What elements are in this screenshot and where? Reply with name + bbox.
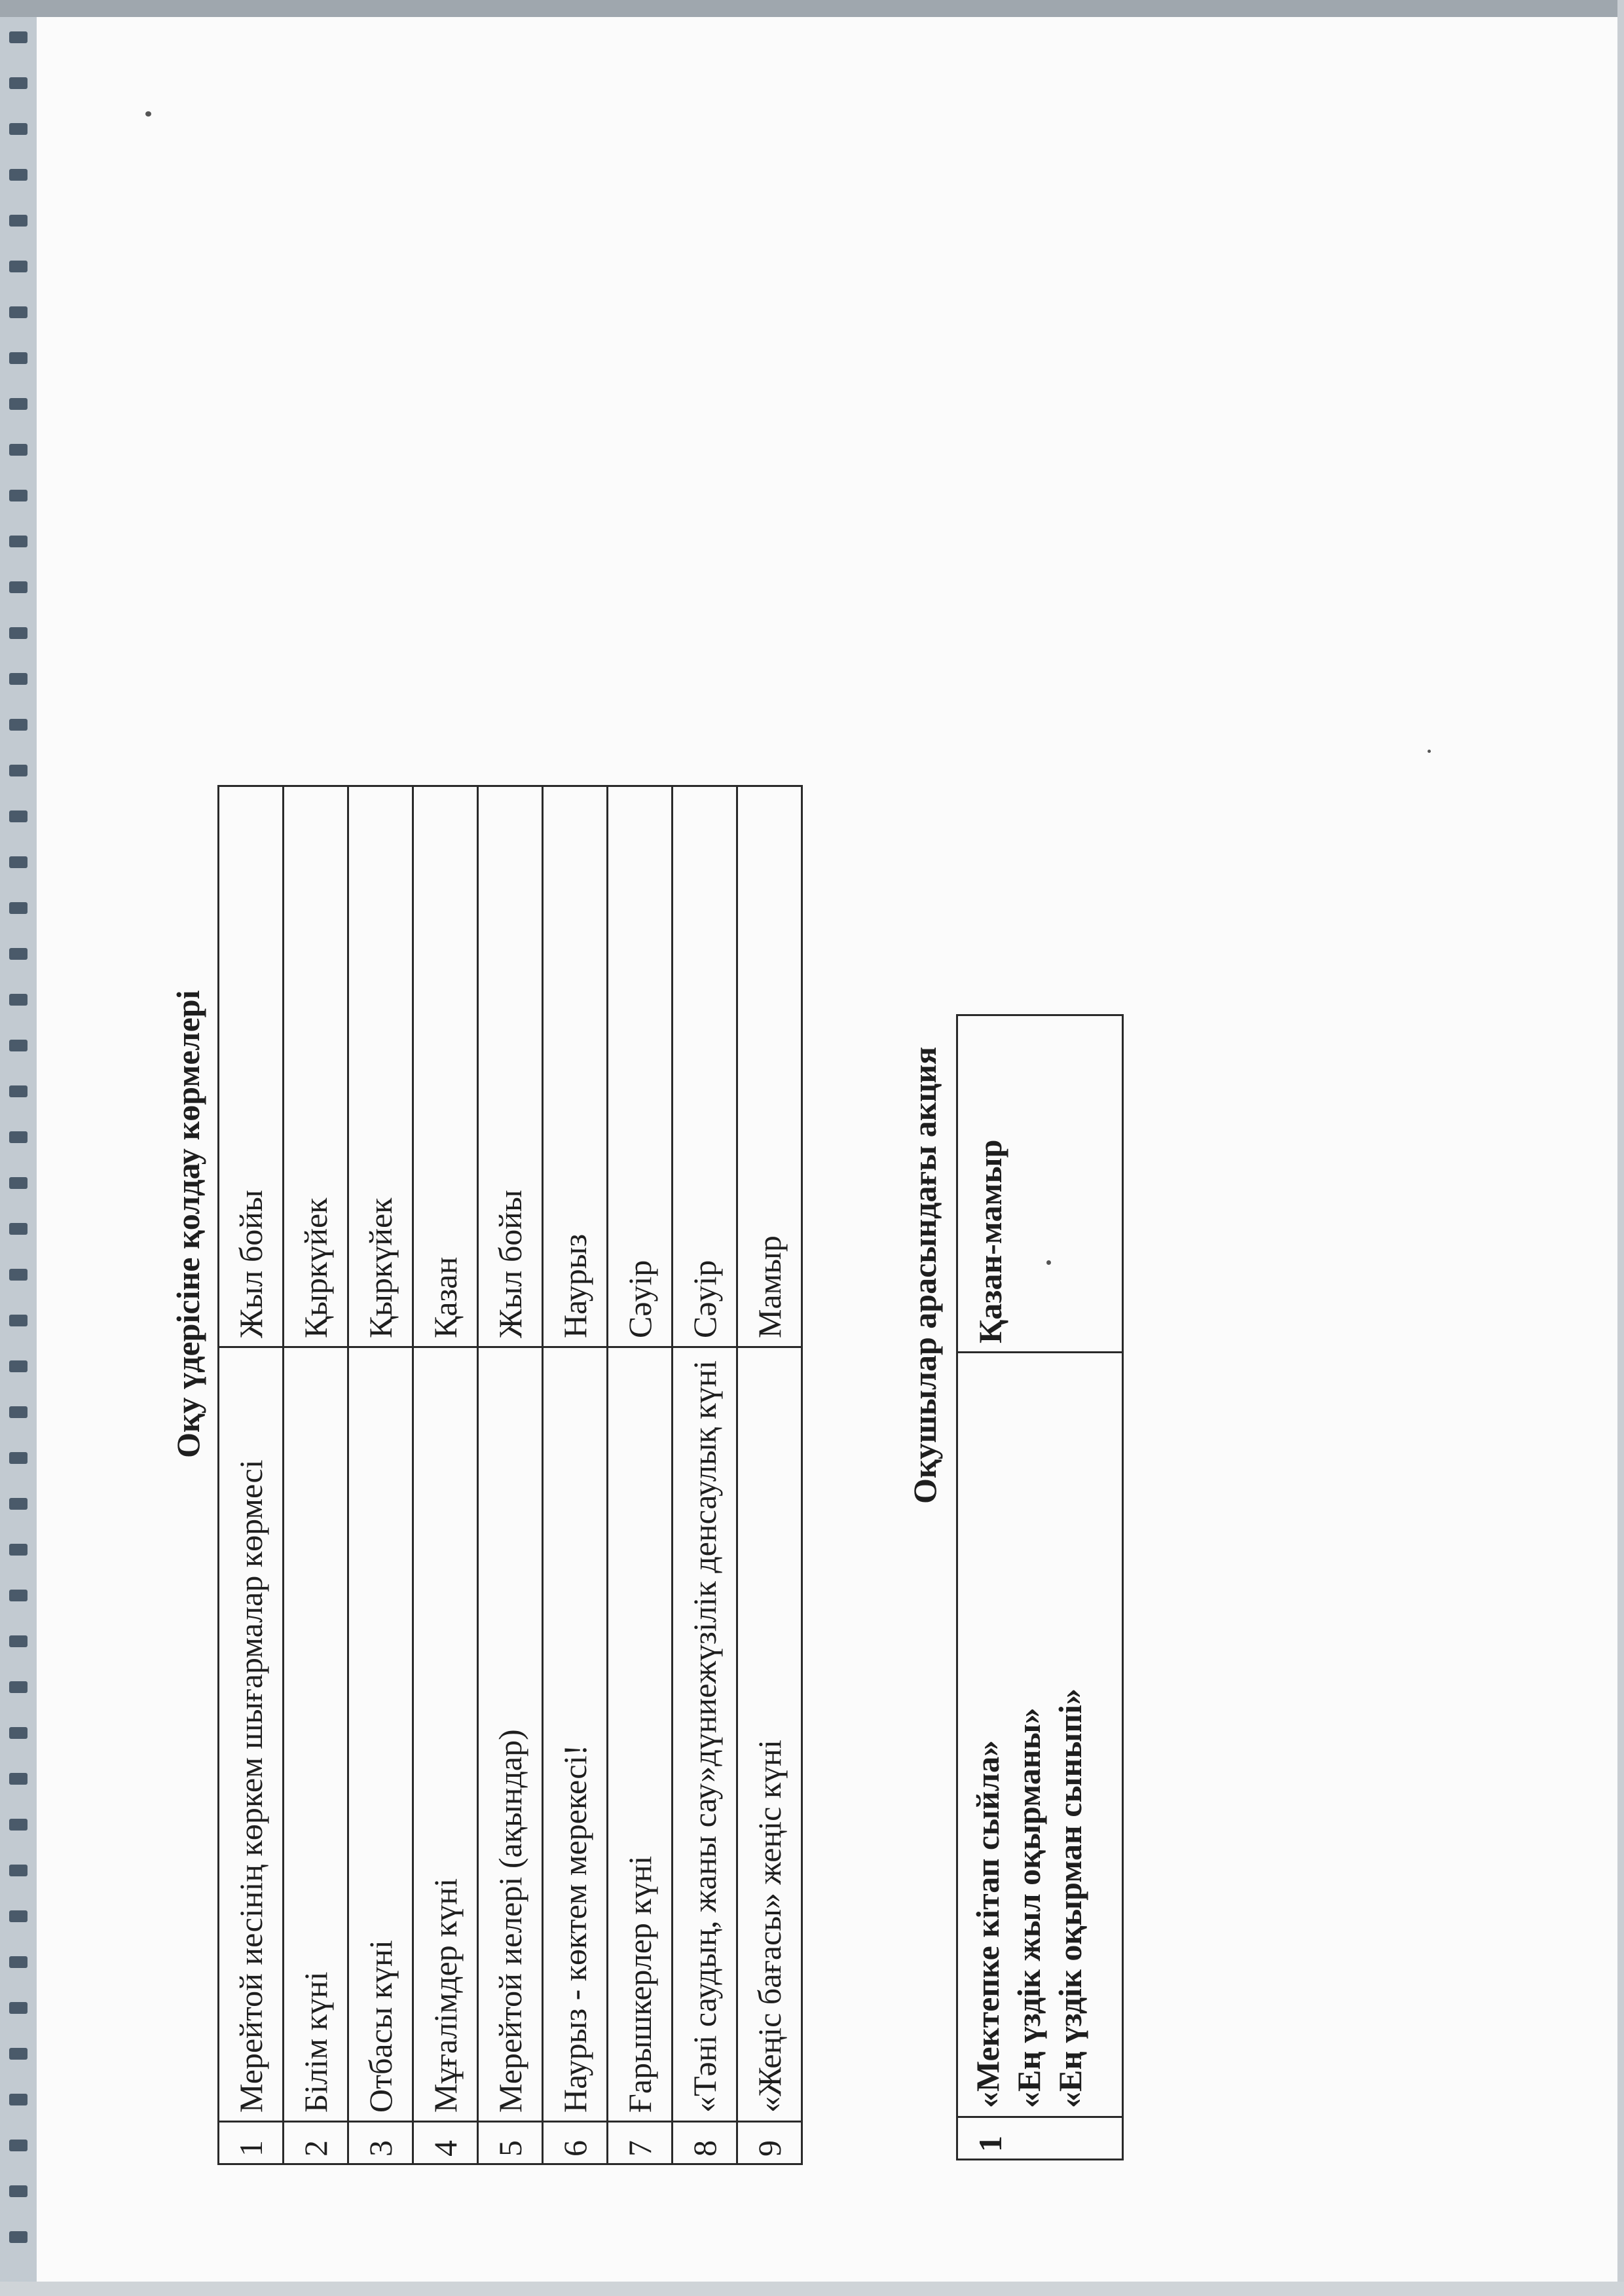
table-row	[478, 786, 543, 2164]
event-date: Қыркүйек	[348, 786, 413, 1347]
table-row	[219, 786, 284, 2164]
campaign-table	[956, 1014, 1124, 2160]
event-name: «Жеңіс бағасы» жеңіс күні	[737, 1347, 802, 2122]
binding-hole	[9, 352, 28, 364]
binding-hole	[9, 398, 28, 410]
binding-hole	[9, 719, 28, 731]
table-row	[673, 786, 737, 2164]
binding-hole	[9, 994, 28, 1006]
binding-hole	[9, 1819, 28, 1831]
binding-hole	[9, 536, 28, 547]
binding-hole	[9, 490, 28, 501]
binding-hole	[9, 765, 28, 776]
binding-hole	[9, 2231, 28, 2243]
binding-hole	[9, 581, 28, 593]
binding-hole	[9, 123, 28, 135]
binding-hole	[9, 31, 28, 43]
binding-hole	[9, 948, 28, 960]
table-row	[737, 786, 802, 2164]
event-name: Мерейтой иесінің көркем шығармалар көрмесі	[219, 1347, 284, 2122]
binding-hole	[9, 1910, 28, 1922]
event-date: Қыркүйек	[284, 786, 348, 1347]
event-name: Отбасы күні	[348, 1347, 413, 2122]
table-row	[957, 1015, 1123, 2160]
event-date: Сәуір	[608, 786, 673, 1347]
binding-hole	[9, 2185, 28, 2197]
row-number: 7	[608, 2122, 673, 2164]
event-date: Наурыз	[543, 786, 608, 1347]
event-date: Мамыр	[737, 786, 802, 1347]
binding-hole	[9, 306, 28, 318]
binding-hole	[9, 1085, 28, 1097]
binding-hole	[9, 2140, 28, 2151]
binding-hole	[9, 1498, 28, 1510]
row-number: 8	[673, 2122, 737, 2164]
binding-hole	[9, 1040, 28, 1051]
binding-hole	[9, 1773, 28, 1785]
binding-hole	[9, 1315, 28, 1326]
binding-hole	[9, 811, 28, 822]
event-date: Жыл бойы	[219, 786, 284, 1347]
binding-hole	[9, 1223, 28, 1235]
row-number: 1	[957, 2117, 1123, 2160]
binding-hole	[9, 1131, 28, 1143]
row-number: 1	[219, 2122, 284, 2164]
row-number: 5	[478, 2122, 543, 2164]
event-date: Сәуір	[673, 786, 737, 1347]
binding-hole	[9, 902, 28, 914]
table-row	[543, 786, 608, 2164]
campaign-date: Қазан-мамыр	[957, 1015, 1123, 1353]
binding-hole	[9, 1269, 28, 1281]
binding-hole	[9, 673, 28, 685]
binding-hole	[9, 1452, 28, 1464]
row-number: 2	[284, 2122, 348, 2164]
event-name: Білім күні	[284, 1347, 348, 2122]
section1-title: Оқу үдерісіне қолдау көрмелері	[170, 990, 206, 1458]
table-row	[348, 786, 413, 2164]
event-name: Наурыз - көктем мерекесі!	[543, 1347, 608, 2122]
exhibitions-table	[217, 785, 803, 2165]
event-name: Мерейтой иелері (ақындар)	[478, 1347, 543, 2122]
binding-hole	[9, 1956, 28, 1968]
binding-hole	[9, 169, 28, 181]
binding-hole	[9, 2048, 28, 2060]
table-row	[284, 786, 348, 2164]
campaign-name: «Мектепке кітап сыйла»	[969, 1740, 1006, 2108]
binding-hole	[9, 444, 28, 456]
binding-hole	[9, 1865, 28, 1876]
event-date: Жыл бойы	[478, 786, 543, 1347]
row-number: 3	[348, 2122, 413, 2164]
binding-hole	[9, 1727, 28, 1739]
binding-hole	[9, 1544, 28, 1556]
binding-hole	[9, 1590, 28, 1601]
row-number: 6	[543, 2122, 608, 2164]
binding-hole	[9, 77, 28, 89]
campaign-name: «Ең үздік жыл оқырманы»	[1010, 1707, 1047, 2108]
binding-hole	[9, 1177, 28, 1189]
event-name: «Тәні саудың, жаны сау»дүниежүзілік денсаулық күні	[673, 1347, 737, 2122]
campaign-names	[957, 1353, 1123, 2117]
event-name: Ғарышкерлер күні	[608, 1347, 673, 2122]
row-number: 9	[737, 2122, 802, 2164]
binding-hole	[9, 2002, 28, 2014]
binding-hole	[9, 1681, 28, 1693]
table-row	[413, 786, 478, 2164]
event-name: Мұғалімдер күні	[413, 1347, 478, 2122]
campaign-name: «Ең үздік оқырман сыныпі»	[1052, 1688, 1088, 2108]
binding-hole	[9, 1635, 28, 1647]
binding-hole	[9, 1360, 28, 1372]
binding-hole	[9, 1406, 28, 1418]
binding-hole	[9, 856, 28, 868]
binding-hole	[9, 261, 28, 272]
binding-hole	[9, 2094, 28, 2105]
table-row	[608, 786, 673, 2164]
row-number: 4	[413, 2122, 478, 2164]
binding-hole	[9, 627, 28, 639]
binding-hole	[9, 215, 28, 227]
section2-title: Оқушылар арасындағы акция	[906, 1046, 943, 1504]
event-date: Қазан	[413, 786, 478, 1347]
